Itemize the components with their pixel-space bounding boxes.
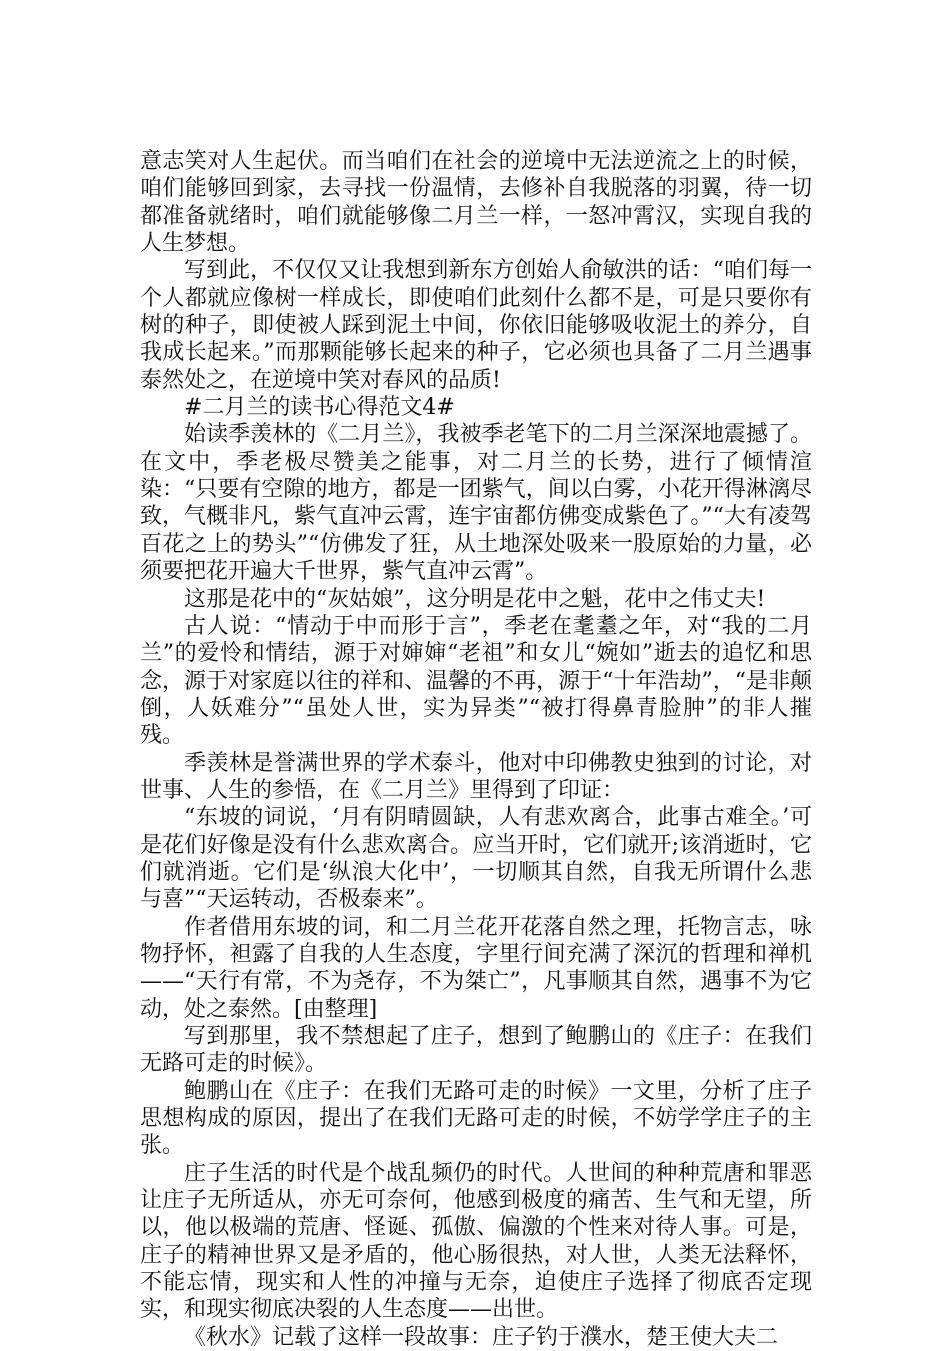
paragraph: 作者借用东坡的词，和二月兰花开花落自然之理，托物言志，咏物抒怀，袒露了自我的人生态度，字里行间充满了深沉的哲理和禅机——“天行有常，不为尧存，不为桀亡”，凡事顺其自然，遇事不为它动，处之泰然。[由整理] [140,914,812,1022]
paragraph: 写到此，不仅仅又让我想到新东方创始人俞敏洪的话：“咱们每一个人都就应像树一样成长，即使咱们此刻什么都不是，可是只要你有树的种子，即使被人踩到泥土中间，你依旧能够吸收泥土的养分，自我成长起来。”而那颗能够长起来的种子，它必须也具备了二月兰遇事泰然处之，在逆境中笑对春风的品质! [140,258,812,393]
section-heading: #二月兰的读书心得范文4# [184,395,455,421]
paragraph: 这那是花中的“灰姑娘”，这分明是花中之魁，花中之伟丈夫! [184,586,766,612]
paragraph: 写到那里，我不禁想起了庄子，想到了鲍鹏山的《庄子：在我们无路可走的时候》。 [140,1024,812,1077]
paragraph: 庄子生活的时代是个战乱频仍的时代。人世间的种种荒唐和罪恶让庄子无所适从，亦无可奈何，他感到极度的痛苦、生气和无望，所以，他以极端的荒唐、怪诞、孤傲、偏激的个性来对待人事。可是，庄子的精神世界又是矛盾的，他心肠很热，对人世，人类无法释怀，不能忘情，现实和人性的冲撞与无奈，迫使庄子选择了彻底否定现实，和现实彻底决裂的人生态度——出世。 [140,1160,812,1323]
paragraph: 意志笑对人生起伏。而当咱们在社会的逆境中无法逆流之上的时候，咱们能够回到家，去寻找一份温情，去修补自我脱落的羽翼，待一切都准备就绪时，咱们就能够像二月兰一样，一怒冲霄汉，实现自我的人生梦想。 [140,149,812,257]
paragraph: 始读季羡林的《二月兰》，我被季老笔下的二月兰深深地震撼了。在文中，季老极尽赞美之能事，对二月兰的长势，进行了倾情渲染：“只要有空隙的地方，都是一团紫气，间以白雾，小花开得淋漓尽致，气概非凡，紫气直冲云霄，连宇宙都仿佛变成紫色了。”“大有凌驾百花之上的势头”“仿佛发了狂，从土地深处吸来一股原始的力量，必须要把花开遍大千世界，紫气直冲云霄”。 [140,422,812,585]
paragraph: 季羡林是誉满世界的学术泰斗，他对中印佛教史独到的讨论，对世事、人生的参悟，在《二月兰》里得到了印证： [140,750,812,803]
paragraph: 古人说：“情动于中而形于言”，季老在耄耋之年，对“我的二月兰”的爱怜和情结，源于对婶婶“老祖”和女儿“婉如”逝去的追忆和思念，源于对家庭以往的祥和、温馨的不再，源于“十年浩劫”，“是非颠倒，人妖难分”“虽处人世，实为异类”“被打得鼻青脸肿”的非人摧残。 [140,613,812,749]
paragraph: 鲍鹏山在《庄子：在我们无路可走的时候》一文里，分析了庄子思想构成的原因，提出了在我们无路可走的时候，不妨学学庄子的主张。 [140,1078,812,1159]
quote-paragraph: “东坡的词说，‘月有阴晴圆缺，人有悲欢离合，此事古难全。’可是花们好像是没有什么悲欢离合。应当开时，它们就开;该消逝时，它们就消逝。它们是‘纵浪大化中’，一切顺其自然，自我无所谓什么悲与喜”“天运转动，否极泰来”。 [140,805,812,913]
document-page [140,148,812,1351]
paragraph: 《秋水》记载了这样一段故事：庄子钓于濮水，楚王使大夫二 [184,1324,779,1350]
